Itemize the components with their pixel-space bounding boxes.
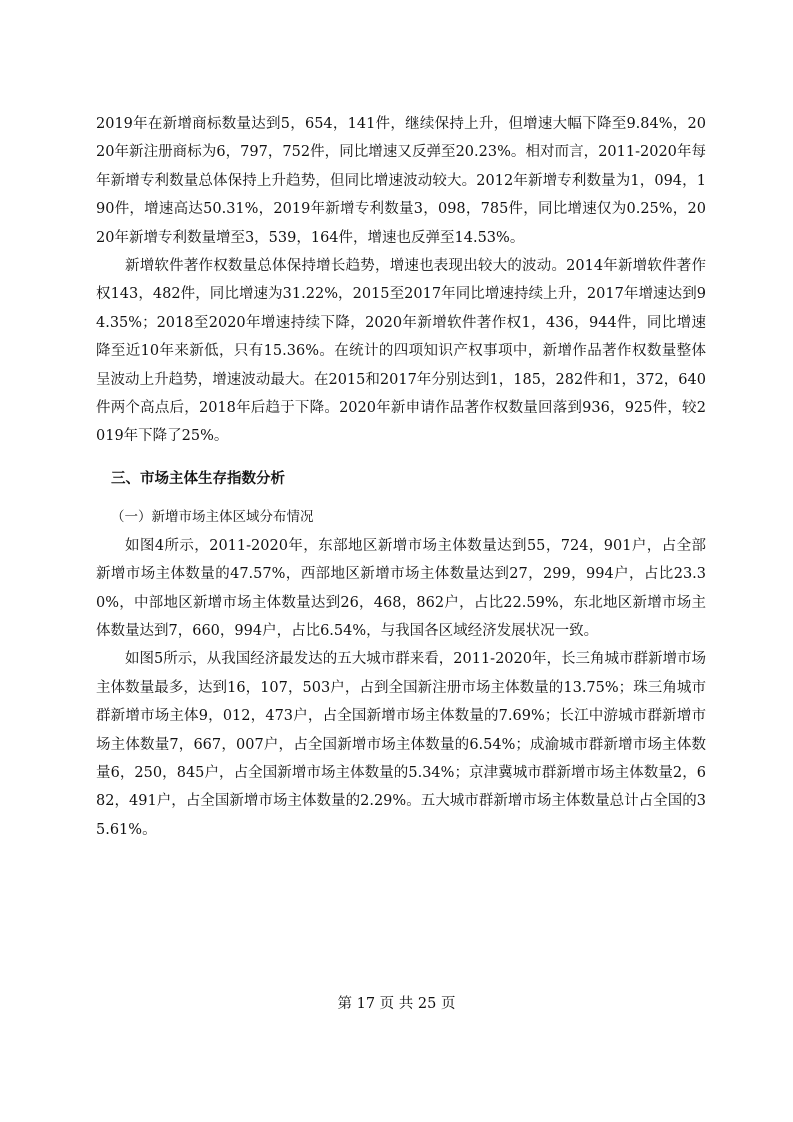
document-body [96,110,706,844]
paragraph-city-clusters: 如图5所示，从我国经济最发达的五大城市群来看，2011-2020年，长三角城市群新增市场主体数量最多，达到16，107，503户，占到全国新注册市场主体数量的13.75%；珠三角城市群新增市场主体9，012，473户，占全国新增市场主体数量的7.69%；长江中游城市群新增市场主体数量7，667，007户，占全国新增市场主体数量的6.54%；成渝城市群新增市场主体数量6，250，845户，占全国新增市场主体数量的5.34%；京津冀城市群新增市场主体数量2，682，491户，占全国新增市场主体数量的2.29%。五大城市群新增市场主体数量总计占全国的35.61%。 [96,651,706,838]
paragraph-software-copyright: 新增软件著作权数量总体保持增长趋势，增速也表现出较大的波动。2014年新增软件著作权143，482件，同比增速为31.22%，2015至2017年同比增速持续上升，2017年增速达到94.35%；2018至2020年增速持续下降，2020年新增软件著作权1，436，944件，同比增速降至近10年来新低，只有15.36%。在统计的四项知识产权事项中，新增作品著作权数量整体呈波动上升趋势，增速波动最大。在2015和2017年分别达到1，185，282件和1，372，640件两个高点后，2018年后趋于下降。2020年新申请作品著作权数量回落到936，925件，较2019年下降了25%。 [96,258,706,445]
paragraph-trademark-patent: 2019年在新增商标数量达到5，654，141件，继续保持上升，但增速大幅下降至9.84%，2020年新注册商标为6，797，752件，同比增速又反弹至20.23%。相对而言，2011-2020年每年新增专利数量总体保持上升趋势，但同比增速波动较大。2012年新增专利数量为1，094，190件，增速高达50.31%，2019年新增专利数量3，098，785件，同比增速仅为0.25%，2020年新增专利数量增至3，539，164件，增速也反弹至14.53%。 [96,116,706,246]
section-heading: 三、市场主体生存指数分析 [111,469,285,487]
page-number-footer: 第 17 页 共 25 页 [337,996,456,1012]
subsection-heading: （一）新增市场主体区域分布情况 [111,509,314,526]
paragraph-regional-distribution: 如图4所示，2011-2020年，东部地区新增市场主体数量达到55，724，901户，占全部新增市场主体数量的47.57%，西部地区新增市场主体数量达到27，299，994户，占比23.30%，中部地区新增市场主体数量达到26，468，862户，占比22.59%，东北地区新增市场主体数量达到7，660，994户，占比6.54%，与我国各区域经济发展状况一致。 [96,537,706,639]
